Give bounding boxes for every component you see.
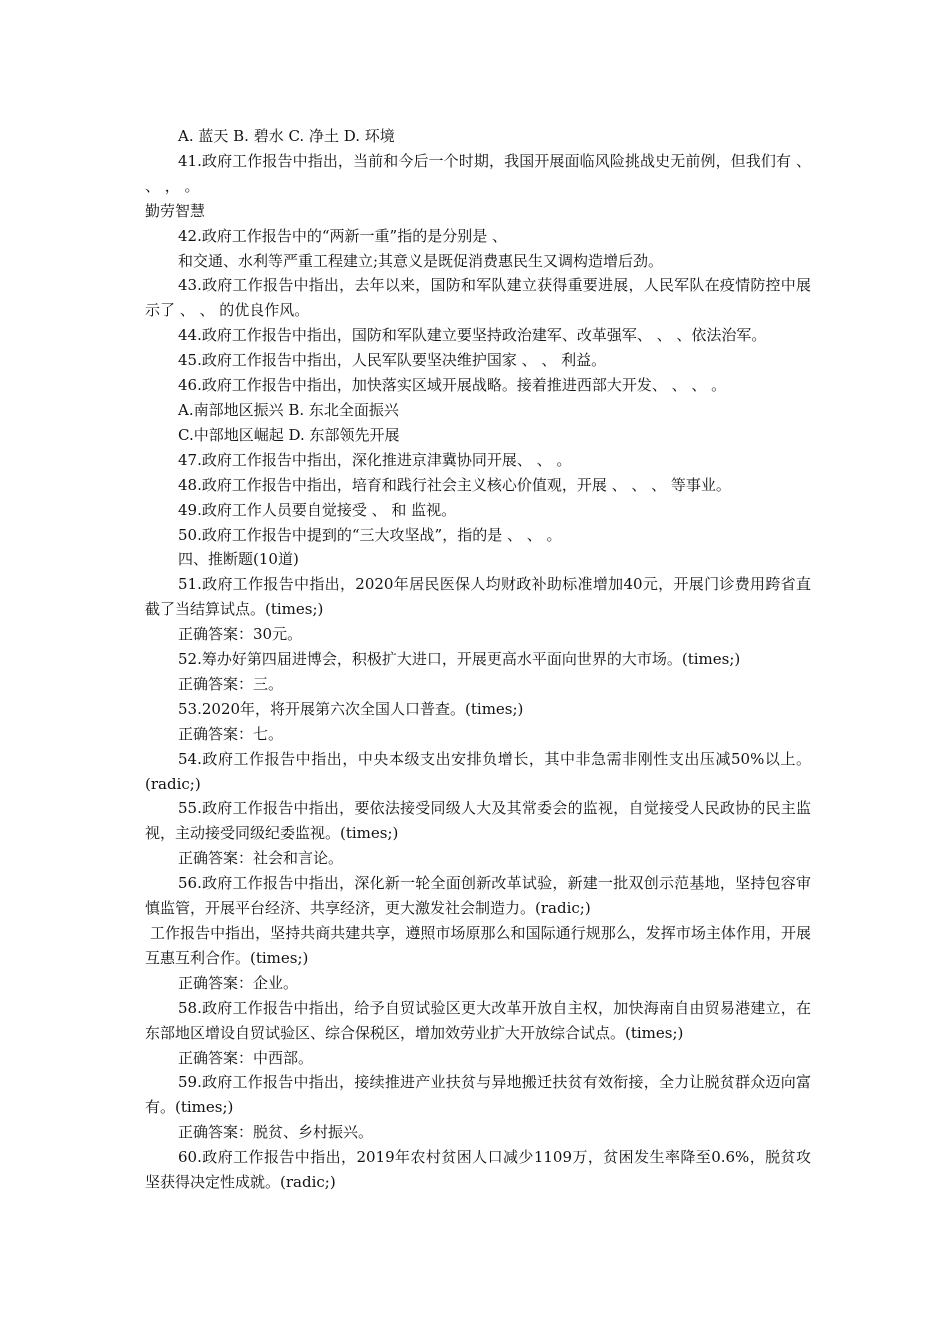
question-43: 43.政府工作报告中指出，去年以来，国防和军队建立获得重要进展，人民军队在疫情防控中展示了 、 、 的优良作风。	[145, 276, 811, 320]
answer-58: 正确答案：中西部。	[178, 1048, 314, 1067]
answer-55: 正确答案：社会和言论。	[178, 849, 344, 868]
answer-59: 正确答案：脱贫、乡村振兴。	[178, 1123, 374, 1142]
document-page	[145, 124, 811, 1195]
question-42-continued: 和交通、水利等严重工程建立;其意义是既促消费惠民生又调构造增后劲。	[178, 251, 664, 270]
question-46: 46.政府工作报告中指出，加快落实区域开展战略。接着推进西部大开发、 、 、 。	[178, 376, 727, 395]
question-58: 58.政府工作报告中指出，给予自贸试验区更大改革开放自主权，加快海南自由贸易港建立，在东部地区增设自贸试验区、综合保税区，增加效劳业扩大开放综合试点。(times;)	[145, 998, 811, 1042]
option-line-46-cd: C.中部地区崛起 D. 东部领先开展	[178, 425, 400, 444]
option-line-40: A. 蓝天 B. 碧水 C. 净土 D. 环境	[178, 127, 395, 145]
question-57: 工作报告中指出，坚持共商共建共享，遵照市场原那么和国际通行规那么，发挥市场主体作用，开展互惠互利合作。(times;)	[145, 924, 811, 967]
question-54: 54.政府工作报告中指出，中央本级支出安排负增长，其中非急需非刚性支出压减50%以上。(radic;)	[145, 749, 811, 793]
section-heading-judgement: 四、推断题(10道)	[178, 550, 299, 569]
answer-52: 正确答案：三。	[178, 674, 284, 693]
question-55: 55.政府工作报告中指出，要依法接受同级人大及其常委会的监视，自觉接受人民政协的民主监视，主动接受同级纪委监视。(times;)	[145, 799, 811, 843]
answer-51: 正确答案：30元。	[178, 625, 303, 644]
option-line-46-ab: A.南部地区振兴 B. 东北全面振兴	[178, 400, 399, 419]
question-59: 59.政府工作报告中指出，接续推进产业扶贫与异地搬迁扶贫有效衔接，全力让脱贫群众迈向富有。(times;)	[145, 1073, 811, 1117]
question-52: 52.筹办好第四届进博会，积极扩大进口，开展更高水平面向世界的大市场。(times;)	[178, 650, 741, 669]
question-44: 44.政府工作报告中指出，国防和军队建立要坚持政治建军、改革强军、 、 、依法治军。	[178, 326, 767, 345]
question-53: 53.2020年，将开展第六次全国人口普查。(times;)	[178, 699, 524, 718]
answer-fragment-41: 勤劳智慧	[145, 201, 206, 220]
answer-53: 正确答案：七。	[178, 724, 284, 743]
question-48: 48.政府工作报告中指出，培育和践行社会主义核心价值观，开展 、 、 、 等事业。	[178, 475, 731, 494]
question-45: 45.政府工作报告中指出，人民军队要坚决维护国家 、 、 利益。	[178, 351, 607, 370]
question-41: 41.政府工作报告中指出，当前和今后一个时期，我国开展面临风险挑战史无前例，但我们有 、 、 ， 。	[145, 151, 811, 195]
question-49: 49.政府工作人员要自觉接受 、 和 监视。	[178, 500, 457, 519]
question-42: 42.政府工作报告中的“两新一重”指的是分别是 、	[178, 226, 507, 245]
question-60: 60.政府工作报告中指出，2019年农村贫困人口减少1109万，贫困发生率降至0.6%，脱贫攻坚获得决定性成就。(radic;)	[145, 1148, 811, 1192]
question-56: 56.政府工作报告中指出，深化新一轮全面创新改革试验，新建一批双创示范基地，坚持包容审慎监管，开展平台经济、共享经济，更大激发社会制造力。(radic;)	[145, 874, 811, 918]
question-50: 50.政府工作报告中提到的“三大攻坚战”，指的是 、 、 。	[178, 525, 562, 544]
answer-57: 正确答案：企业。	[178, 973, 299, 992]
question-51: 51.政府工作报告中指出，2020年居民医保人均财政补助标准增加40元，开展门诊费用跨省直截了当结算试点。(times;)	[145, 575, 811, 619]
question-47: 47.政府工作报告中指出，深化推进京津冀协同开展、 、 。	[178, 450, 572, 469]
